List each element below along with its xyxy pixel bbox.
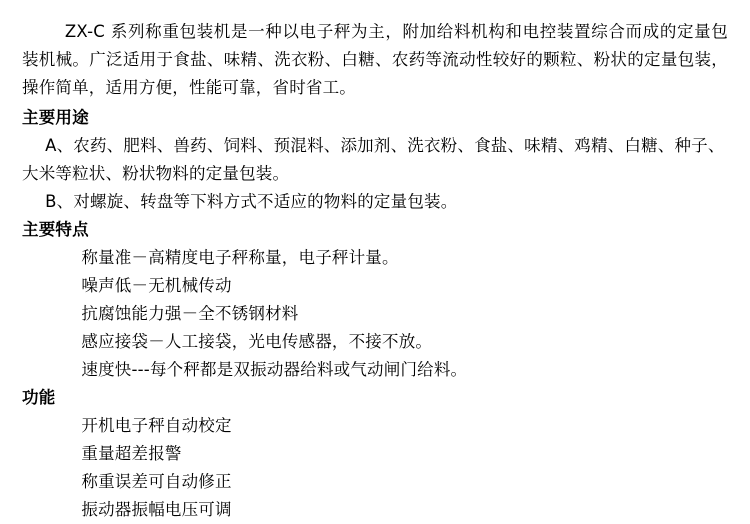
feature-item-3: 抗腐蚀能力强－全不锈钢材料: [81, 304, 299, 323]
section-title-functions: 功能: [22, 388, 56, 407]
section-features: [22, 216, 728, 384]
feature-item-5: 速度快---每个秤都是双振动器给料或气动闸门给料。: [81, 360, 468, 379]
section-title-features: 主要特点: [22, 220, 89, 239]
feature-item-2: 噪声低－无机械传动: [81, 276, 232, 295]
function-item-2: 重量超差报警: [81, 444, 182, 463]
function-item-3: 称重误差可自动修正: [81, 472, 232, 491]
intro-paragraph: ZX-C 系列称重包装机是一种以电子秤为主，附加给料机构和电控装置综合而成的定量包装机械。广泛适用于食盐、味精、洗衣粉、白糖、农药等流动性较好的颗粒、粉状的定量包装，操作简单，适用方便，性能可靠，省时省工。: [22, 22, 728, 97]
usage-item-b: B、对螺旋、转盘等下料方式不适应的物料的定量包装。: [45, 192, 458, 211]
usage-item-a: A、农药、肥料、兽药、饲料、预混料、添加剂、洗衣粉、食盐、味精、鸡精、白糖、种子、大米等粒状、粉状物料的定量包装。: [22, 136, 725, 183]
section-functions: [22, 384, 728, 524]
function-item-1: 开机电子秤自动校定: [81, 416, 232, 435]
function-item-4: 振动器振幅电压可调: [81, 500, 232, 519]
feature-item-1: 称量准－高精度电子秤称量，电子秤计量。: [81, 248, 399, 267]
section-title-usage: 主要用途: [22, 108, 89, 127]
feature-item-4: 感应接袋－人工接袋，光电传感器，不接不放。: [81, 332, 433, 351]
section-usage: [22, 104, 728, 216]
